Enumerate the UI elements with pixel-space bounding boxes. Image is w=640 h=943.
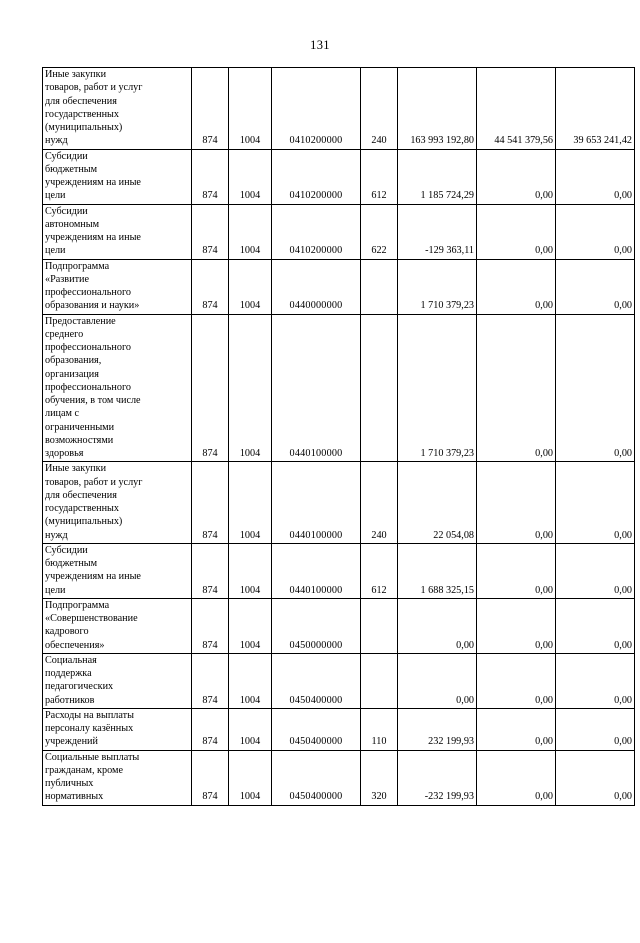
cell-amount-3: 0,00 [556, 598, 635, 653]
cell-expense-type: 612 [361, 149, 398, 204]
cell-program-code: 0410200000 [272, 204, 361, 259]
cell-amount-1: 0,00 [398, 653, 477, 708]
cell-amount-1: 232 199,93 [398, 708, 477, 750]
cell-amount-1: 22 054,08 [398, 462, 477, 544]
cell-section: 1004 [229, 462, 272, 544]
cell-program-code: 0440100000 [272, 314, 361, 462]
item-name-line: Субсидии [45, 205, 88, 217]
cell-chapter: 874 [192, 149, 229, 204]
cell-program-code: 0410200000 [272, 68, 361, 150]
item-name-line: Субсидии [45, 544, 88, 556]
cell-amount-2: 0,00 [477, 708, 556, 750]
item-name-line: обеспечения» [45, 639, 105, 651]
item-name-line: Подпрограмма [45, 599, 110, 611]
cell-amount-3: 0,00 [556, 708, 635, 750]
cell-program-code: 0450000000 [272, 598, 361, 653]
cell-program-code: 0410200000 [272, 149, 361, 204]
item-name-line: Социальная [45, 654, 97, 666]
budget-table-container [42, 67, 632, 806]
item-name-line: цели [45, 190, 66, 202]
cell-item-name [43, 708, 192, 750]
cell-amount-1: 1 185 724,29 [398, 149, 477, 204]
cell-amount-1: -129 363,11 [398, 204, 477, 259]
cell-section: 1004 [229, 750, 272, 805]
item-name-line: персоналу казённых [45, 723, 134, 734]
cell-amount-2: 0,00 [477, 462, 556, 544]
document-page [0, 38, 640, 943]
cell-amount-1: 0,00 [398, 598, 477, 653]
table-row [43, 750, 635, 805]
table-row [43, 598, 635, 653]
cell-expense-type: 622 [361, 204, 398, 259]
item-name-line: учреждениям на иные [45, 571, 141, 583]
item-name-line: цели [45, 245, 66, 257]
item-name-line: Социальные выплаты [45, 751, 140, 763]
item-name-line: гражданам, кроме [45, 764, 123, 776]
item-name-line: учреждениям на иные [45, 177, 141, 188]
page-number: 131 [310, 38, 330, 52]
table-row [43, 149, 635, 204]
item-name-line: публичных [45, 778, 94, 789]
item-name-line: Подпрограмма [45, 260, 110, 272]
item-name-line: бюджетным [45, 558, 98, 569]
item-name-line: обучения, в том числе [45, 395, 141, 406]
item-name-line: профессионального [45, 381, 131, 393]
cell-amount-3: 0,00 [556, 149, 635, 204]
cell-chapter: 874 [192, 259, 229, 314]
item-name-line: лицам с [45, 408, 80, 420]
cell-chapter: 874 [192, 708, 229, 750]
item-name-line: нужд [45, 135, 68, 147]
item-name-line: учреждений [45, 736, 98, 748]
item-name-line: бюджетным [45, 163, 98, 175]
cell-program-code: 0440000000 [272, 259, 361, 314]
cell-item-name [43, 462, 192, 544]
item-name-line: Иные закупки [45, 69, 107, 80]
item-name-line: здоровья [45, 448, 84, 459]
cell-chapter: 874 [192, 543, 229, 598]
item-name-line: ограниченными [45, 421, 115, 433]
cell-section: 1004 [229, 314, 272, 462]
cell-program-code: 0440100000 [272, 543, 361, 598]
cell-item-name [43, 543, 192, 598]
cell-expense-type [361, 259, 398, 314]
item-name-line: образования и науки» [45, 300, 140, 312]
cell-amount-1: 1 688 325,15 [398, 543, 477, 598]
item-name-line: нормативных [45, 791, 104, 803]
cell-amount-2: 0,00 [477, 204, 556, 259]
cell-amount-1: 163 993 192,80 [398, 68, 477, 150]
cell-section: 1004 [229, 708, 272, 750]
item-name-line: Предоставление [45, 315, 116, 327]
cell-expense-type [361, 653, 398, 708]
cell-expense-type: 110 [361, 708, 398, 750]
item-name-line: Расходы на выплаты [45, 709, 134, 721]
table-row [43, 259, 635, 314]
cell-section: 1004 [229, 149, 272, 204]
cell-amount-1: -232 199,93 [398, 750, 477, 805]
cell-chapter: 874 [192, 653, 229, 708]
cell-chapter: 874 [192, 204, 229, 259]
cell-amount-3: 0,00 [556, 653, 635, 708]
item-name-line: автономным [45, 218, 100, 230]
table-row [43, 68, 635, 150]
item-name-line: «Развитие [45, 273, 89, 285]
cell-item-name [43, 204, 192, 259]
item-name-line: товаров, работ и услуг [45, 476, 143, 488]
cell-chapter: 874 [192, 314, 229, 462]
cell-amount-3: 0,00 [556, 750, 635, 805]
cell-program-code: 0450400000 [272, 708, 361, 750]
item-name-line: учреждениям на иные [45, 232, 141, 243]
cell-amount-2: 0,00 [477, 314, 556, 462]
cell-expense-type: 240 [361, 462, 398, 544]
item-name-line: образования, [45, 355, 102, 367]
cell-section: 1004 [229, 653, 272, 708]
item-name-line: педагогических [45, 681, 114, 693]
cell-expense-type: 240 [361, 68, 398, 150]
budget-table [42, 67, 635, 806]
cell-chapter: 874 [192, 462, 229, 544]
cell-amount-3: 0,00 [556, 543, 635, 598]
item-name-line: Иные закупки [45, 463, 107, 475]
cell-item-name [43, 259, 192, 314]
item-name-line: для обеспечения [45, 95, 117, 107]
cell-amount-2: 0,00 [477, 653, 556, 708]
item-name-line: Субсидии [45, 150, 88, 162]
table-row [43, 543, 635, 598]
item-name-line: «Совершенствование [45, 613, 138, 624]
cell-program-code: 0440100000 [272, 462, 361, 544]
cell-section: 1004 [229, 598, 272, 653]
cell-expense-type: 320 [361, 750, 398, 805]
cell-amount-3: 39 653 241,42 [556, 68, 635, 150]
cell-amount-3: 0,00 [556, 204, 635, 259]
cell-amount-1: 1 710 379,23 [398, 314, 477, 462]
cell-section: 1004 [229, 259, 272, 314]
cell-amount-2: 0,00 [477, 149, 556, 204]
cell-chapter: 874 [192, 68, 229, 150]
cell-chapter: 874 [192, 750, 229, 805]
cell-expense-type: 612 [361, 543, 398, 598]
cell-item-name [43, 68, 192, 150]
cell-amount-3: 0,00 [556, 462, 635, 544]
item-name-line: (муниципальных) [45, 516, 123, 528]
item-name-line: цели [45, 584, 66, 596]
table-row [43, 653, 635, 708]
item-name-line: возможностями [45, 434, 114, 446]
item-name-line: кадрового [45, 626, 89, 638]
item-name-line: работников [45, 694, 95, 706]
cell-expense-type [361, 314, 398, 462]
item-name-line: нужд [45, 529, 68, 541]
cell-amount-2: 44 541 379,56 [477, 68, 556, 150]
cell-section: 1004 [229, 204, 272, 259]
cell-amount-3: 0,00 [556, 259, 635, 314]
item-name-line: государственных [45, 108, 119, 120]
item-name-line: товаров, работ и услуг [45, 82, 143, 94]
cell-expense-type [361, 598, 398, 653]
item-name-line: профессионального [45, 287, 131, 298]
cell-item-name [43, 750, 192, 805]
table-row [43, 708, 635, 750]
cell-item-name [43, 149, 192, 204]
item-name-line: поддержка [45, 668, 92, 679]
cell-amount-2: 0,00 [477, 259, 556, 314]
cell-amount-2: 0,00 [477, 750, 556, 805]
cell-program-code: 0450400000 [272, 750, 361, 805]
item-name-line: среднего [45, 328, 84, 340]
item-name-line: профессионального [45, 342, 131, 353]
item-name-line: государственных [45, 503, 119, 514]
cell-chapter: 874 [192, 598, 229, 653]
cell-amount-2: 0,00 [477, 543, 556, 598]
cell-program-code: 0450400000 [272, 653, 361, 708]
table-row [43, 462, 635, 544]
cell-amount-3: 0,00 [556, 314, 635, 462]
item-name-line: (муниципальных) [45, 122, 123, 133]
cell-item-name [43, 314, 192, 462]
table-row [43, 204, 635, 259]
cell-item-name [43, 598, 192, 653]
cell-amount-2: 0,00 [477, 598, 556, 653]
cell-section: 1004 [229, 68, 272, 150]
cell-amount-1: 1 710 379,23 [398, 259, 477, 314]
table-row [43, 314, 635, 462]
item-name-line: организация [45, 368, 99, 380]
cell-section: 1004 [229, 543, 272, 598]
item-name-line: для обеспечения [45, 489, 117, 501]
cell-item-name [43, 653, 192, 708]
budget-table-body [43, 68, 635, 806]
